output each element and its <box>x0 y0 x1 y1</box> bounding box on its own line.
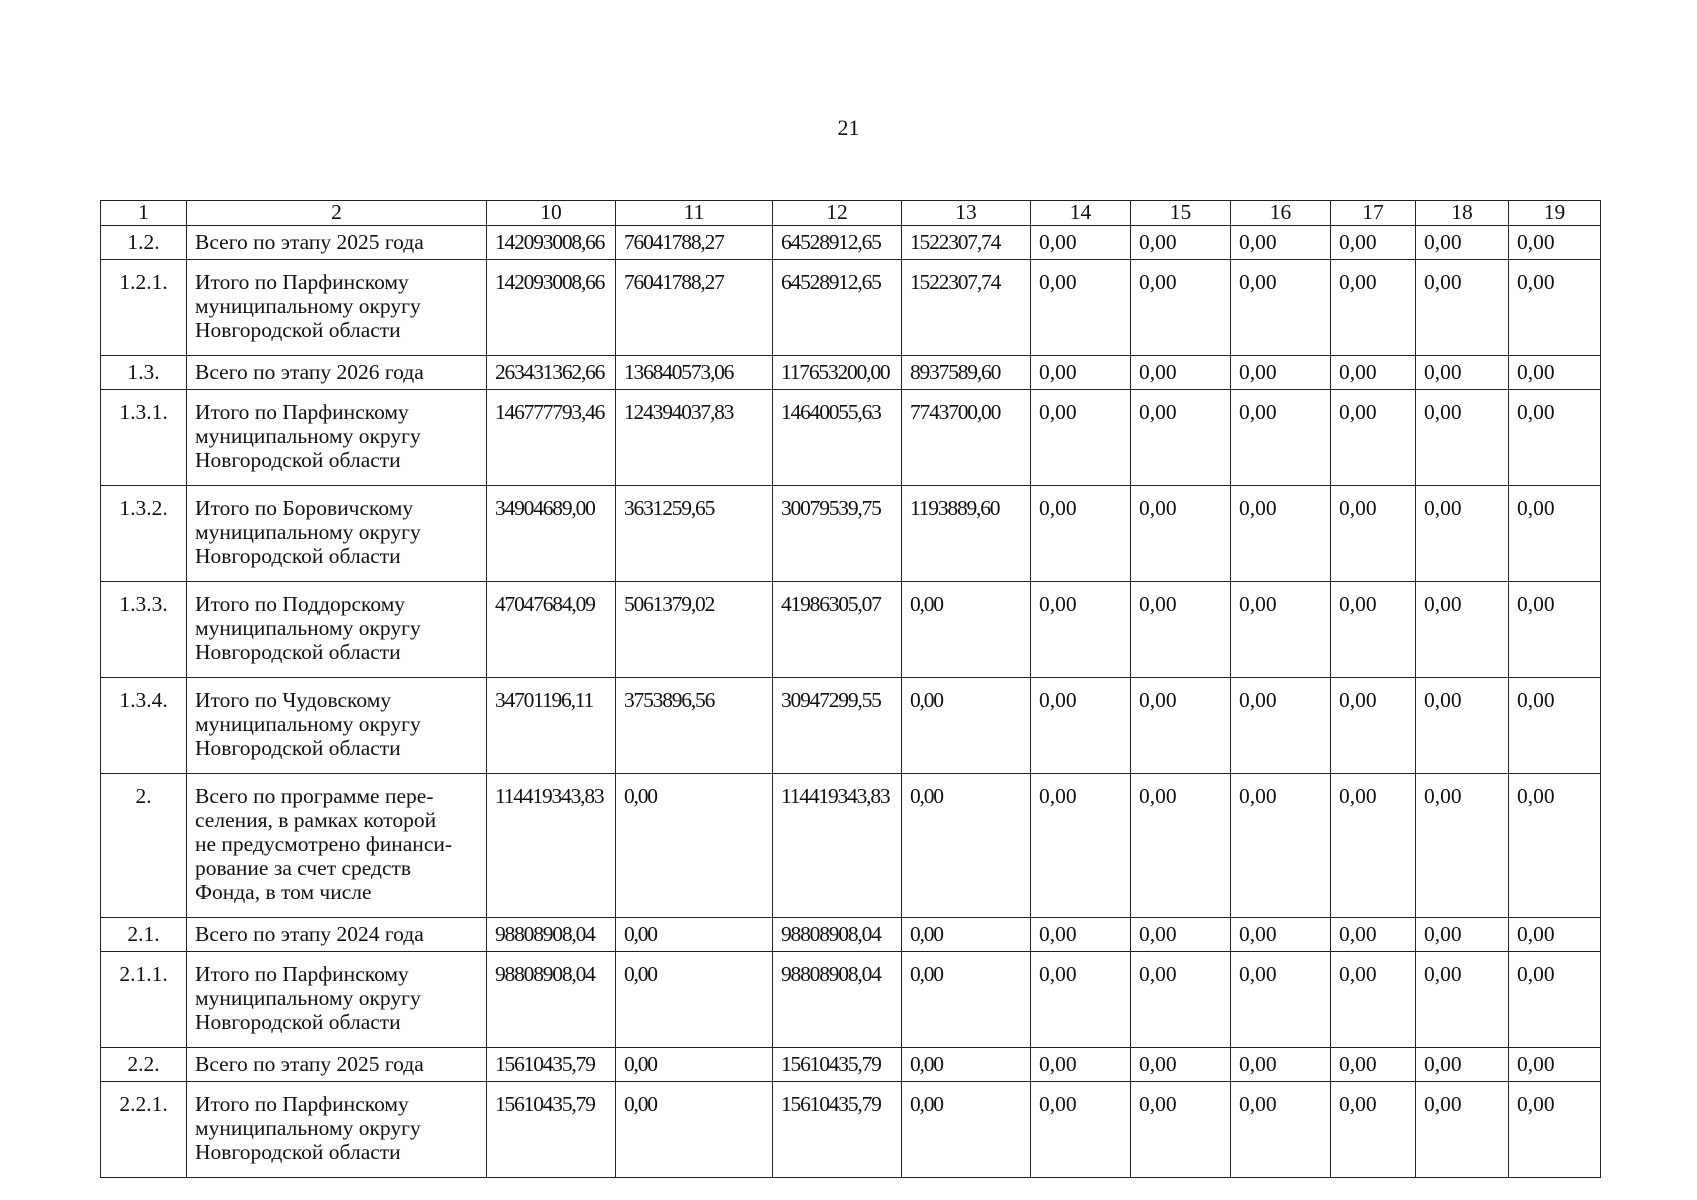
amount-cell: 0,00 <box>1416 918 1509 952</box>
amount-cell: 117653200,00 <box>773 356 902 390</box>
amount-cell: 0,00 <box>1416 678 1509 774</box>
column-header: 10 <box>487 201 616 226</box>
amount-cell: 0,00 <box>1231 774 1331 918</box>
amount-cell: 0,00 <box>1416 356 1509 390</box>
column-header: 11 <box>616 201 773 226</box>
amount-cell: 47047684,09 <box>487 582 616 678</box>
amount-cell: 0,00 <box>1416 1082 1509 1178</box>
amount-cell: 263431362,66 <box>487 356 616 390</box>
amount-cell: 0,00 <box>1509 952 1601 1048</box>
row-number: 2.1.1. <box>101 952 187 1048</box>
amount-cell: 0,00 <box>1331 260 1416 356</box>
table-row <box>101 678 1601 774</box>
amount-cell: 0,00 <box>1031 582 1131 678</box>
amount-cell: 0,00 <box>1509 774 1601 918</box>
row-number: 1.3.4. <box>101 678 187 774</box>
amount-cell: 0,00 <box>1509 356 1601 390</box>
amount-cell: 64528912,65 <box>773 226 902 260</box>
amount-cell: 0,00 <box>1331 918 1416 952</box>
amount-cell: 0,00 <box>1131 390 1231 486</box>
table-row <box>101 260 1601 356</box>
row-number: 1.3.2. <box>101 486 187 582</box>
amount-cell: 0,00 <box>1231 486 1331 582</box>
amount-cell: 0,00 <box>1031 918 1131 952</box>
row-name: Итого по Поддорскому муниципальному округу Новгородской области <box>187 582 487 678</box>
amount-cell: 8937589,60 <box>902 356 1031 390</box>
amount-cell: 0,00 <box>1231 582 1331 678</box>
amount-cell: 98808908,04 <box>773 952 902 1048</box>
amount-cell: 0,00 <box>1509 582 1601 678</box>
amount-cell: 124394037,83 <box>616 390 773 486</box>
amount-cell: 0,00 <box>902 582 1031 678</box>
amount-cell: 0,00 <box>1509 226 1601 260</box>
amount-cell: 146777793,46 <box>487 390 616 486</box>
amount-cell: 98808908,04 <box>487 952 616 1048</box>
amount-cell: 0,00 <box>1131 678 1231 774</box>
row-name: Итого по Боровичскому муниципальному округу Новгородской области <box>187 486 487 582</box>
amount-cell: 0,00 <box>1331 390 1416 486</box>
amount-cell: 0,00 <box>1416 1048 1509 1082</box>
amount-cell: 1522307,74 <box>902 226 1031 260</box>
amount-cell: 0,00 <box>1131 486 1231 582</box>
amount-cell: 0,00 <box>1416 582 1509 678</box>
amount-cell: 0,00 <box>1031 260 1131 356</box>
amount-cell: 0,00 <box>1331 486 1416 582</box>
amount-cell: 142093008,66 <box>487 226 616 260</box>
amount-cell: 7743700,00 <box>902 390 1031 486</box>
amount-cell: 14640055,63 <box>773 390 902 486</box>
column-header: 18 <box>1416 201 1509 226</box>
row-number: 2. <box>101 774 187 918</box>
amount-cell: 114419343,83 <box>773 774 902 918</box>
amount-cell: 0,00 <box>1331 356 1416 390</box>
amount-cell: 15610435,79 <box>773 1048 902 1082</box>
amount-cell: 41986305,07 <box>773 582 902 678</box>
amount-cell: 0,00 <box>1416 226 1509 260</box>
table-row <box>101 774 1601 918</box>
row-number: 2.2.1. <box>101 1082 187 1178</box>
amount-cell: 0,00 <box>1131 1048 1231 1082</box>
amount-cell: 3753896,56 <box>616 678 773 774</box>
amount-cell: 0,00 <box>1031 952 1131 1048</box>
amount-cell: 0,00 <box>1416 486 1509 582</box>
row-number: 2.1. <box>101 918 187 952</box>
amount-cell: 0,00 <box>1331 774 1416 918</box>
amount-cell: 0,00 <box>1231 1048 1331 1082</box>
amount-cell: 3631259,65 <box>616 486 773 582</box>
amount-cell: 0,00 <box>616 1048 773 1082</box>
column-header: 13 <box>902 201 1031 226</box>
amount-cell: 98808908,04 <box>773 918 902 952</box>
amount-cell: 15610435,79 <box>773 1082 902 1178</box>
column-header: 16 <box>1231 201 1331 226</box>
column-header: 1 <box>101 201 187 226</box>
table-row <box>101 390 1601 486</box>
amount-cell: 0,00 <box>1231 1082 1331 1178</box>
table-row <box>101 226 1601 260</box>
amount-cell: 0,00 <box>1031 226 1131 260</box>
amount-cell: 0,00 <box>1031 486 1131 582</box>
amount-cell: 15610435,79 <box>487 1082 616 1178</box>
amount-cell: 76041788,27 <box>616 260 773 356</box>
amount-cell: 0,00 <box>902 952 1031 1048</box>
table-row <box>101 1048 1601 1082</box>
amount-cell: 1522307,74 <box>902 260 1031 356</box>
amount-cell: 0,00 <box>1231 952 1331 1048</box>
amount-cell: 0,00 <box>1131 774 1231 918</box>
amount-cell: 76041788,27 <box>616 226 773 260</box>
amount-cell: 0,00 <box>902 774 1031 918</box>
row-name: Итого по Парфинскому муниципальному округу Новгородской области <box>187 390 487 486</box>
column-header: 17 <box>1331 201 1416 226</box>
amount-cell: 15610435,79 <box>487 1048 616 1082</box>
table-row <box>101 356 1601 390</box>
amount-cell: 0,00 <box>1509 678 1601 774</box>
amount-cell: 0,00 <box>1031 1082 1131 1178</box>
row-name: Всего по этапу 2025 года <box>187 1048 487 1082</box>
amount-cell: 0,00 <box>1231 260 1331 356</box>
column-header: 12 <box>773 201 902 226</box>
row-name: Итого по Парфинскому муниципальному округу Новгородской области <box>187 1082 487 1178</box>
amount-cell: 0,00 <box>1131 260 1231 356</box>
amount-cell: 0,00 <box>1231 356 1331 390</box>
amount-cell: 34701196,11 <box>487 678 616 774</box>
amount-cell: 0,00 <box>1331 1082 1416 1178</box>
row-name: Итого по Парфинскому муниципальному округу Новгородской области <box>187 952 487 1048</box>
row-number: 1.2.1. <box>101 260 187 356</box>
amount-cell: 0,00 <box>1416 952 1509 1048</box>
amount-cell: 0,00 <box>1131 1082 1231 1178</box>
header-row <box>101 201 1601 226</box>
amount-cell: 64528912,65 <box>773 260 902 356</box>
column-header: 2 <box>187 201 487 226</box>
amount-cell: 0,00 <box>1416 774 1509 918</box>
amount-cell: 0,00 <box>1509 1082 1601 1178</box>
amount-cell: 5061379,02 <box>616 582 773 678</box>
amount-cell: 0,00 <box>1131 952 1231 1048</box>
amount-cell: 0,00 <box>616 918 773 952</box>
table-row <box>101 1082 1601 1178</box>
amount-cell: 98808908,04 <box>487 918 616 952</box>
amount-cell: 0,00 <box>1131 356 1231 390</box>
amount-cell: 0,00 <box>1231 390 1331 486</box>
row-name: Всего по программе пере- селения, в рамках которой не предусмотрено финанси- рование за счет средств Фонда, в том числе <box>187 774 487 918</box>
amount-cell: 0,00 <box>616 774 773 918</box>
amount-cell: 0,00 <box>1231 226 1331 260</box>
amount-cell: 0,00 <box>616 1082 773 1178</box>
row-number: 1.3.3. <box>101 582 187 678</box>
row-number: 1.3.1. <box>101 390 187 486</box>
amount-cell: 0,00 <box>1331 678 1416 774</box>
amount-cell: 30079539,75 <box>773 486 902 582</box>
page-number: 21 <box>837 115 860 140</box>
amount-cell: 0,00 <box>1331 952 1416 1048</box>
table-row <box>101 952 1601 1048</box>
amount-cell: 0,00 <box>1331 1048 1416 1082</box>
amount-cell: 0,00 <box>1131 918 1231 952</box>
amount-cell: 0,00 <box>1231 678 1331 774</box>
amount-cell: 0,00 <box>1331 582 1416 678</box>
amount-cell: 0,00 <box>1509 486 1601 582</box>
column-header: 19 <box>1509 201 1601 226</box>
amount-cell: 0,00 <box>616 952 773 1048</box>
amount-cell: 142093008,66 <box>487 260 616 356</box>
amount-cell: 0,00 <box>902 1082 1031 1178</box>
amount-cell: 0,00 <box>1031 356 1131 390</box>
amount-cell: 0,00 <box>1331 226 1416 260</box>
amount-cell: 0,00 <box>1131 226 1231 260</box>
column-header: 14 <box>1031 201 1131 226</box>
table-row <box>101 918 1601 952</box>
amount-cell: 0,00 <box>1131 582 1231 678</box>
amount-cell: 0,00 <box>1031 678 1131 774</box>
amount-cell: 0,00 <box>1031 1048 1131 1082</box>
row-number: 2.2. <box>101 1048 187 1082</box>
amount-cell: 30947299,55 <box>773 678 902 774</box>
amount-cell: 0,00 <box>902 678 1031 774</box>
row-name: Итого по Чудовскому муниципальному округу Новгородской области <box>187 678 487 774</box>
amount-cell: 34904689,00 <box>487 486 616 582</box>
amount-cell: 0,00 <box>1509 390 1601 486</box>
row-name: Всего по этапу 2025 года <box>187 226 487 260</box>
amount-cell: 0,00 <box>1416 260 1509 356</box>
table-row <box>101 582 1601 678</box>
row-name: Всего по этапу 2026 года <box>187 356 487 390</box>
row-name: Всего по этапу 2024 года <box>187 918 487 952</box>
amount-cell: 0,00 <box>1031 390 1131 486</box>
amount-cell: 0,00 <box>1509 1048 1601 1082</box>
amount-cell: 0,00 <box>1509 918 1601 952</box>
column-header: 15 <box>1131 201 1231 226</box>
financing-table <box>100 200 1601 1178</box>
row-name: Итого по Парфинскому муниципальному округу Новгородской области <box>187 260 487 356</box>
row-number: 1.2. <box>101 226 187 260</box>
amount-cell: 0,00 <box>1416 390 1509 486</box>
amount-cell: 0,00 <box>902 918 1031 952</box>
amount-cell: 0,00 <box>1509 260 1601 356</box>
amount-cell: 136840573,06 <box>616 356 773 390</box>
row-number: 1.3. <box>101 356 187 390</box>
table-row <box>101 486 1601 582</box>
amount-cell: 0,00 <box>1031 774 1131 918</box>
amount-cell: 1193889,60 <box>902 486 1031 582</box>
amount-cell: 114419343,83 <box>487 774 616 918</box>
amount-cell: 0,00 <box>902 1048 1031 1082</box>
amount-cell: 0,00 <box>1231 918 1331 952</box>
